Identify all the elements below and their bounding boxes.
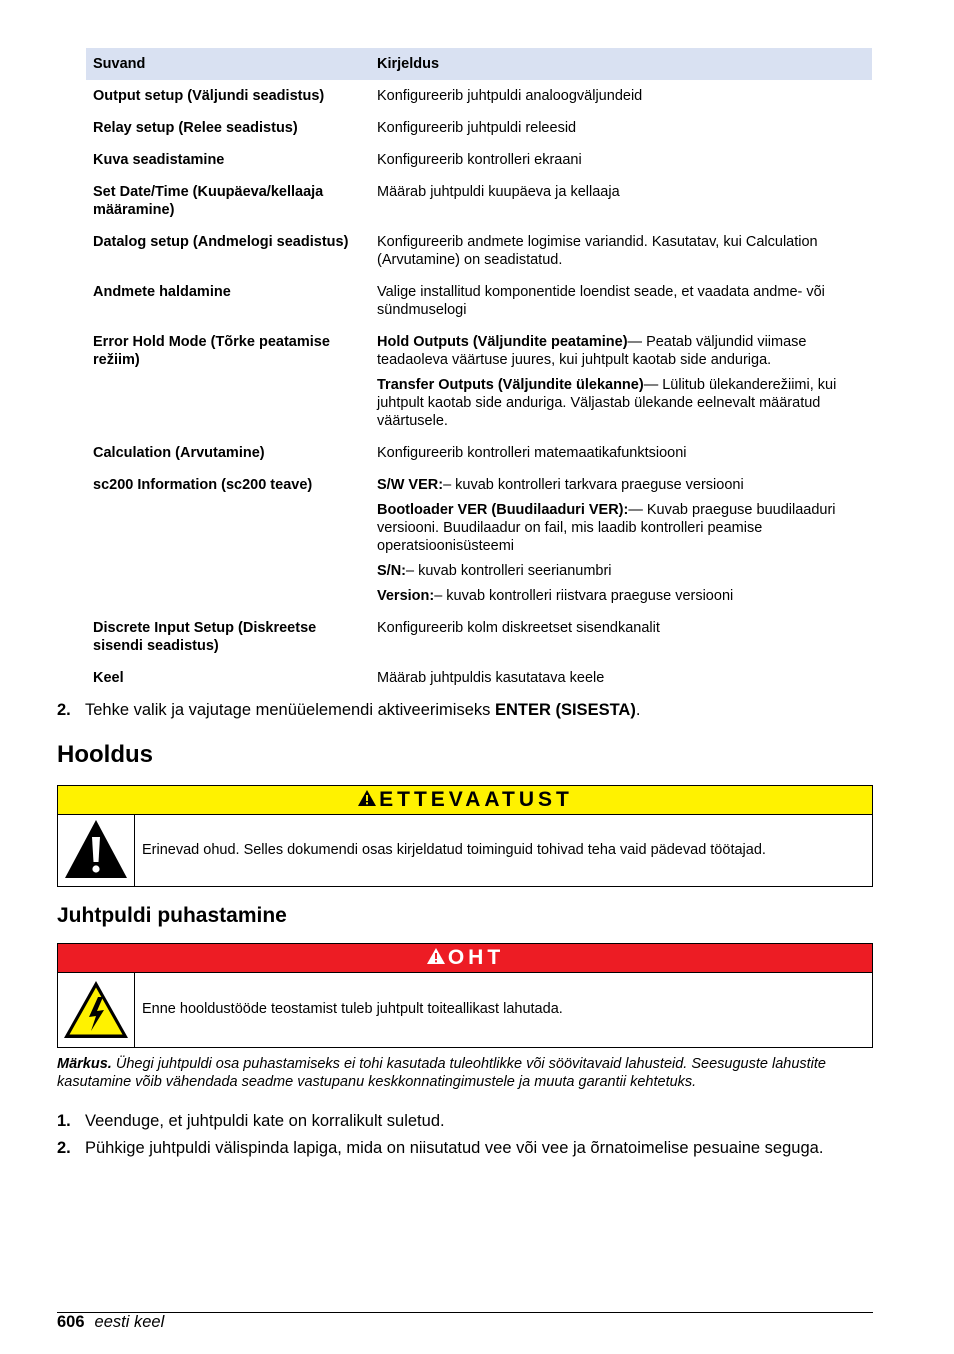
table-row-description: Konfigureerib andmete logimise variandid. Kasutatav, kui Calculation (Arvutamine) on seadistatud. [377,234,818,268]
table-row-description-item [377,376,867,430]
step-text-end: . [635,701,641,719]
caution-signal-bar [58,786,872,815]
note-text: Ühegi juhtpuldi osa puhastamiseks ei tohi kasutada tuleohtlikke või söövitavaid lahusteid. Seesuguste lahustite kasutamine võib vähendada seadme vastupanu keskkonnatingimustele ja muuta garantii kehtetuks. [57,1056,826,1090]
danger-signal-bar [58,944,872,973]
item-term: Transfer Outputs (Väljundite ülekanne) [377,377,644,393]
table-row-description-item [377,562,867,580]
table-row-option: Discrete Input Setup (Diskreetse sisendi seadistus) [93,620,317,654]
item-term: S/N: [377,563,406,579]
section-title: Hooldus [57,741,153,768]
table-row-option: Keel [93,670,124,686]
column-header-description: Kirjeldus [377,56,440,72]
warning-triangle-icon [426,947,446,965]
table-row-description-item [377,333,867,369]
note-label: Märkus. [57,1056,112,1072]
table-row-option: Relay setup (Relee seadistus) [93,120,298,136]
table-row-description-item [377,587,867,605]
danger-box [57,943,873,1048]
item-text: – kuvab kontrolleri tarkvara praeguse versiooni [443,477,744,493]
page-number: 606 [57,1313,85,1331]
table-row-option: Output setup (Väljundi seadistus) [93,88,325,104]
footer [57,1312,164,1332]
item-term: Hold Outputs (Väljundite peatamine) [377,334,628,350]
table-row-option: Calculation (Arvutamine) [93,445,265,461]
signal-word: ETTEVAATUST [379,788,573,811]
warning-triangle-icon [357,789,377,807]
table-row-description: Määrab juhtpuldi kuupäeva ja kellaaja [377,184,620,200]
danger-message: Enne hooldustööde teostamist tuleb juhtpult toiteallikast lahutada. [142,1001,563,1017]
step-text: Veenduge, et juhtpuldi kate on korralikult suletud. [85,1112,445,1130]
item-text: — Kuvab praeguse buudilaaduri versiooni. Buudilaadur on fail, mis laadib kontrolleri peamise operatsioonisüsteemi [377,502,836,554]
table-row-option: Set Date/Time (Kuupäeva/kellaaja määramine) [93,184,324,218]
signal-word: OHT [447,946,505,969]
table-row-description: Konfigureerib kontrolleri matemaatikafunktsiooni [377,445,687,461]
step-text [85,700,640,721]
footer-language: eesti keel [94,1313,165,1331]
table-row-option: Datalog setup (Andmelogi seadistus) [93,234,349,250]
table-row-option: Andmete haldamine [93,284,231,300]
column-header-option: Suvand [93,56,146,72]
footer-rule [57,1312,873,1313]
item-term: Version: [377,588,435,604]
item-text: – kuvab kontrolleri seerianumbri [406,563,612,579]
warning-triangle-icon [58,814,134,886]
caution-icon-cell [58,814,135,886]
caution-box [57,785,873,887]
table-row-option: sc200 Information (sc200 teave) [93,477,313,493]
item-term: S/W VER: [377,477,444,493]
table-row-description: Konfigureerib juhtpuldi releesid [377,120,577,136]
subsection-title: Juhtpuldi puhastamine [57,904,287,927]
step-key: ENTER (SISESTA) [494,701,636,719]
table-row-option: Error Hold Mode (Tõrke peatamise režiim) [93,334,330,368]
table-row-description: Konfigureerib kontrolleri ekraani [377,152,582,168]
table-row-description: Määrab juhtpuldis kasutatava keele [377,670,605,686]
table-row-description-item [377,501,867,555]
step-number: 2. [57,1139,71,1157]
item-term: Bootloader VER (Buudilaaduri VER): [377,502,629,518]
item-text: — Peatab väljundid viimase teadaoleva väärtuse juures, kui juhtpult kaotab side anduriga. [377,334,807,368]
table-row-description: Konfigureerib juhtpuldi analoogväljundeid [377,88,643,104]
caution-message: Erinevad ohud. Selles dokumendi osas kirjeldatud toiminguid tohivad teha vaid pädevad töötajad. [142,842,766,858]
electrical-hazard-icon [58,972,134,1048]
item-text: – kuvab kontrolleri riistvara praeguse versiooni [434,588,734,604]
table-row-description: Konfigureerib kolm diskreetset sisendkanalit [377,620,660,636]
step-text: Pühkige juhtpuldi välispinda lapiga, mida on niisutatud vee või vee ja õrnatoimelise pesuaine seguga. [85,1139,824,1157]
step-number: 1. [57,1112,71,1130]
table-header [86,48,872,80]
danger-icon-cell [58,972,135,1047]
note [57,1055,877,1091]
step-number: 2. [57,701,71,719]
table-row-description: Valige installitud komponentide loendist seade, et vaadata andme- või sündmuselogi [377,284,825,318]
table-row-option: Kuva seadistamine [93,152,225,168]
item-text: — Lülitub ülekanderežiimi, kui juhtpult kaotab side anduriga. Väljastab ülekande eelnevalt määratud väärtusele. [377,377,837,429]
table-row-description-item [377,476,867,494]
step-text-main: Tehke valik ja vajutage menüüelemendi aktiveerimiseks [85,701,495,719]
